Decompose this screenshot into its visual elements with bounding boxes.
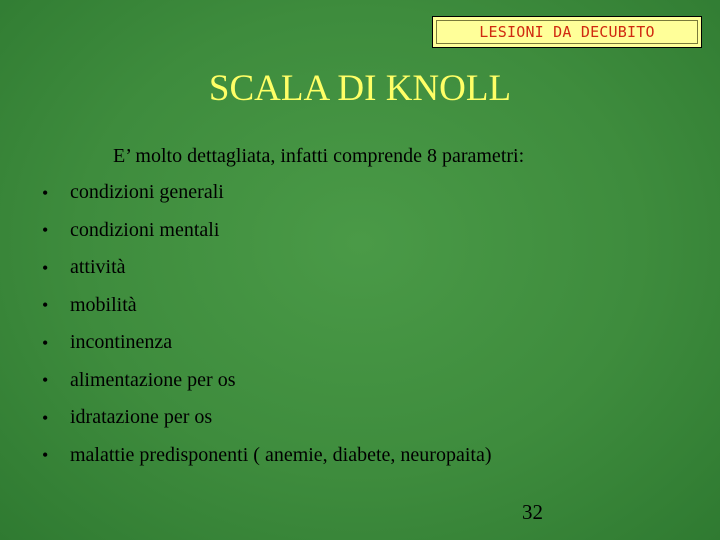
list-item-label: incontinenza xyxy=(70,331,173,354)
list-item-label: idratazione per os xyxy=(70,406,213,429)
bullet-icon: • xyxy=(42,295,49,316)
bullet-icon: • xyxy=(42,445,49,466)
bullet-icon: • xyxy=(42,370,49,391)
bullet-icon: • xyxy=(42,257,49,278)
list-item-label: malattie predisponenti ( anemie, diabete, neuropaita) xyxy=(70,443,492,466)
bullet-icon: • xyxy=(42,407,49,428)
parameter-list xyxy=(42,174,492,474)
list-item-label: condizioni mentali xyxy=(70,218,220,241)
intro-text: E’ molto dettagliata, infatti comprende 8 parametri: xyxy=(113,145,525,167)
list-item xyxy=(42,174,492,212)
list-item xyxy=(42,212,492,250)
section-tag: LESIONI DA DECUBITO xyxy=(432,16,702,48)
bullet-icon: • xyxy=(42,332,49,353)
list-item xyxy=(42,399,492,437)
slide-title: SCALA DI KNOLL xyxy=(208,68,512,109)
list-item xyxy=(42,287,492,325)
list-item-label: alimentazione per os xyxy=(70,368,236,391)
bullet-icon: • xyxy=(42,220,49,241)
list-item-label: mobilità xyxy=(70,293,137,316)
list-item xyxy=(42,249,492,287)
list-item xyxy=(42,324,492,362)
list-item xyxy=(42,362,492,400)
list-item-label: condizioni generali xyxy=(70,181,224,204)
list-item-label: attività xyxy=(70,256,126,279)
bullet-icon: • xyxy=(42,182,49,203)
list-item xyxy=(42,437,492,475)
page-number: 32 xyxy=(522,500,543,524)
